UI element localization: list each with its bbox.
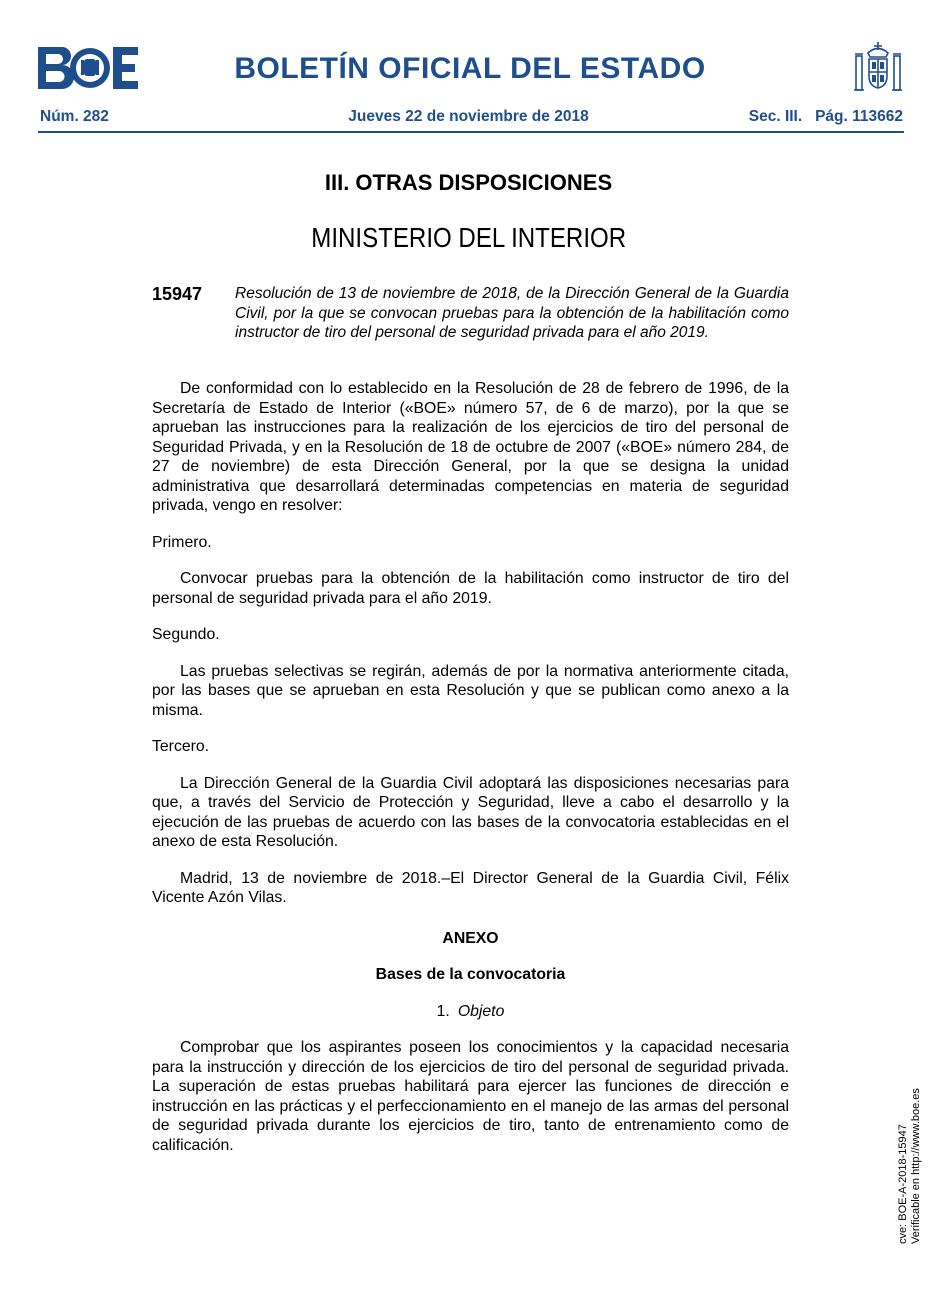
disposition-summary: Resolución de 13 de noviembre de 2018, de la Dirección General de la Guardia Civil, por la que se convocan pruebas para la obtención de la habilitación como instructor de tiro del personal de seguridad privada para el año 2019. <box>235 285 789 341</box>
header-divider <box>38 131 904 133</box>
tercero-heading: Tercero. <box>152 738 210 755</box>
annex-item-number: 1. <box>436 1002 450 1020</box>
segundo-paragraph: Las pruebas selectivas se regirán, además de por la normativa anteriormente citada, por las bases que se aprueban en esta Resolución y que se publican como anexo a la misma. <box>152 662 789 719</box>
section-page: Sec. III. Pág. 113662 <box>748 108 903 125</box>
primero-paragraph: Convocar pruebas para la obtención de la habilitación como instructor de tiro del personal de seguridad privada para el año 2019. <box>152 570 789 607</box>
annex-item-label: Objeto <box>457 1002 505 1020</box>
ministry-title: MINISTERIO DEL INTERIOR <box>311 222 627 253</box>
annex-title: ANEXO <box>442 929 499 947</box>
annex-subtitle: Bases de la convocatoria <box>375 966 566 983</box>
coat-of-arms-icon <box>852 40 904 94</box>
disposition-number: 15947 <box>152 284 203 304</box>
section-title: III. OTRAS DISPOSICIONES <box>324 170 613 195</box>
cve-code: cve: BOE-A-2018-15947 <box>897 1124 909 1244</box>
segundo-heading: Segundo. <box>152 626 220 643</box>
issue-number: Núm. 282 <box>40 108 109 125</box>
gazette-title: BOLETÍN OFICIAL DEL ESTADO <box>234 52 706 85</box>
intro-paragraph: De conformidad con lo establecido en la Resolución de 28 de febrero de 1996, de la Secretaría de Estado de Interior («BOE» número 57, de 6 de marzo), por la que se aprueban las instrucciones para la realización de los ejercicios de tiro del personal de Seguridad Privada, y en la Resolución de 18 de octubre de 2007 («BOE» número 284, de 27 de noviembre) de esta Dirección General, por la que se designa la unidad administrativa que desarrollará determinadas competencias en materia de seguridad privada, vengo en resolver: <box>152 380 789 514</box>
primero-heading: Primero. <box>152 533 212 551</box>
issue-date: Jueves 22 de noviembre de 2018 <box>348 108 589 125</box>
tercero-paragraph: La Dirección General de la Guardia Civil adoptará las disposiciones necesarias para que, a través del Servicio de Protección y Seguridad, lleve a cabo el desarrollo y la ejecución de las pruebas de acuerdo con las bases de la convocatoria establecidas en el anexo de esta Resolución. <box>152 774 789 850</box>
boe-logo <box>38 47 138 89</box>
signature-paragraph: Madrid, 13 de noviembre de 2018.–El Director General de la Guardia Civil, Félix Vicente Azón Vilas. <box>152 869 789 906</box>
verification-note <box>897 1088 923 1244</box>
verification-url: Verificable en http://www.boe.es <box>910 1088 922 1244</box>
annex-item-paragraph: Comprobar que los aspirantes poseen los conocimientos y la capacidad necesaria para la instrucción y dirección de los ejercicios de tiro del personal de seguridad privada. La superación de estas pruebas habilitará para ejercer las funciones de dirección e instrucción en las prácticas y el perfeccionamiento en el manejo de las armas del personal de seguridad privada durante los ejercicios de tiro, tanto de entrenamiento como de calificación. <box>152 1039 789 1154</box>
document-body <box>152 379 789 1155</box>
annex-item-heading <box>152 1002 789 1022</box>
